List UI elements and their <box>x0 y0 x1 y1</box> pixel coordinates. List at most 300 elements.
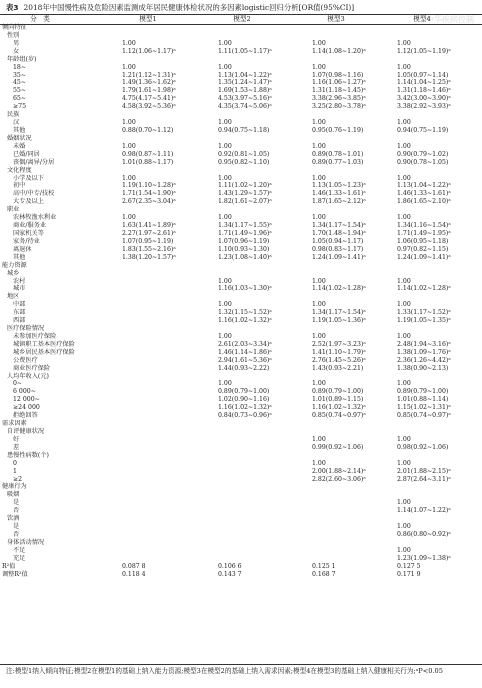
row-label: 女 <box>13 47 20 55</box>
row-label: 丧偶/离异/分居 <box>13 158 55 166</box>
model-2-value: 1.10(0.93~1.30) <box>218 245 270 253</box>
model-3-value: 0.85(0.74~0.97)ᵃ <box>312 412 366 420</box>
table-row <box>0 499 482 507</box>
model-2-value: 1.11(1.05~1.17)ᵃ <box>218 47 272 55</box>
table-row <box>0 72 482 80</box>
model-3-value: 0.95(0.76~1.19) <box>312 126 364 134</box>
row-label: 自评健康状况 <box>7 428 45 436</box>
row-label: 患慢性病数(个) <box>7 451 49 459</box>
model-3-value: 1.05(0.94~1.17) <box>312 237 364 245</box>
model-3-value: 2.82(2.60~3.06)ᵃ <box>312 475 366 483</box>
row-label: R²值 <box>2 562 16 570</box>
model-2-value: 0.84(0.73~0.96)ᵃ <box>218 412 272 420</box>
model-4-value: 1.00 <box>397 277 411 285</box>
table-row <box>0 531 482 539</box>
row-label: 1 <box>13 467 17 475</box>
model-4-value: 1.12(1.05~1.19)ᵃ <box>397 47 451 55</box>
model-4-value: 1.33(1.17~1.52)ᵃ <box>397 309 451 317</box>
table-row <box>0 40 482 48</box>
model-4-value: 1.15(1.02~1.31)ᵃ <box>397 404 451 412</box>
table-row <box>0 412 482 420</box>
model-4-value: 0.94(0.75~1.19) <box>397 126 449 134</box>
table-row <box>0 95 482 103</box>
table-row <box>0 468 482 476</box>
model-4-value: 1.00 <box>397 142 411 150</box>
model-3-value: 1.00 <box>312 63 326 71</box>
model-4-value: 1.00 <box>397 119 411 127</box>
table-row <box>0 127 482 135</box>
table-row <box>0 119 482 127</box>
model-3-value: 1.70(1.48~1.94)ᵃ <box>312 229 366 237</box>
table-row <box>0 143 482 151</box>
table-row <box>0 333 482 341</box>
model-1-value: 1.49(1.36~1.62)ᵃ <box>122 79 176 87</box>
model-4-value: 1.19(1.05~1.35)ᵃ <box>397 317 451 325</box>
model-2-value: 1.34(1.17~1.55)ᵃ <box>218 222 272 230</box>
model-1-value: 1.12(1.06~1.17)ᵃ <box>122 47 176 55</box>
model-4-value: 3.38(2.92~3.93)ᵃ <box>397 103 451 111</box>
row-label: 不足 <box>13 546 26 554</box>
table-row <box>0 230 482 238</box>
table-row <box>0 293 482 301</box>
model-4-value: 1.00 <box>397 546 411 554</box>
model-4-value: 1.46(1.33~1.61)ᵃ <box>397 190 451 198</box>
model-2-value: 1.00 <box>218 39 232 47</box>
model-1-value: 1.19(1.10~1.28)ᵃ <box>122 182 176 190</box>
row-label: 好 <box>13 435 20 443</box>
row-label: 18~ <box>13 63 27 71</box>
table-header-row <box>0 15 482 24</box>
row-label: 民族 <box>7 111 20 119</box>
table-row <box>0 151 482 159</box>
row-label: 小学及以下 <box>13 174 44 182</box>
row-label: 医疗保险情况 <box>7 325 45 333</box>
table-row <box>0 64 482 72</box>
table-row <box>0 357 482 365</box>
table-row <box>0 309 482 317</box>
table-row <box>0 111 482 119</box>
model-3-value: 1.00 <box>312 459 326 467</box>
row-label: 人均年收入(元) <box>7 372 49 380</box>
table-row <box>0 476 482 484</box>
table-footnote: 注:模型1纳入倾向特征;模型2在模型1的基础上纳入能力资源;模型3在模型2的基础上纳入需求因素;模型4在模型3的基础上纳入健康相关行为;ᵃP<0.05 <box>6 667 443 675</box>
table-row <box>0 317 482 325</box>
model-4-value: 0.171 9 <box>397 570 421 578</box>
model-4-value: 1.24(1.09~1.41)ᵃ <box>397 253 451 261</box>
model-4-value: 2.01(1.88~2.15)ᵃ <box>397 467 451 475</box>
model-3-value: 1.01(0.89~1.15) <box>312 396 364 404</box>
row-label: 35~ <box>13 71 27 79</box>
model-3-value: 0.168 7 <box>312 570 336 578</box>
model-4-value: 0.90(0.79~1.02) <box>397 150 449 158</box>
model-2-value: 2.94(1.61~5.36)ᵃ <box>218 356 272 364</box>
table-row <box>0 270 482 278</box>
table-row <box>0 539 482 547</box>
row-label: 0~ <box>13 380 23 388</box>
model-3-value: 1.43(0.93~2.21) <box>312 364 364 372</box>
model-2-value: 1.00 <box>218 174 232 182</box>
row-label: 离退休 <box>13 245 32 253</box>
regression-table <box>0 15 482 579</box>
model-1-value: 1.00 <box>122 174 136 182</box>
table-row <box>0 285 482 293</box>
table-title: 2018年中国慢性病及危险因素监测成年居民健康体检状况的多因素logistic回归分析[OR值(95%CI)] <box>23 3 355 12</box>
model-2-value: 1.71(1.49~1.96)ᵃ <box>218 229 272 237</box>
row-label: 调整R²值 <box>2 570 28 578</box>
model-2-value: 1.02(0.90~1.16) <box>218 396 270 404</box>
row-label: 农村 <box>13 277 26 285</box>
row-label: 国家机关等 <box>13 229 44 237</box>
table-row <box>0 182 482 190</box>
model-3-value: 1.41(1.10~1.79)ᵃ <box>312 348 366 356</box>
row-label: 身体活动情况 <box>7 538 45 546</box>
model-1-value: 1.00 <box>122 63 136 71</box>
table-row <box>0 79 482 87</box>
row-label: 农林牧渔水利业 <box>13 214 57 222</box>
header-model-1: 模型1 <box>139 15 157 23</box>
row-label: 职业 <box>7 206 20 214</box>
model-1-value: 4.75(4.17~5.41)ᵃ <box>122 95 176 103</box>
row-label: 55~ <box>13 87 27 95</box>
table-row <box>0 547 482 555</box>
row-label: 差 <box>13 443 20 451</box>
model-2-value: 4.53(3.97~5.16)ᵃ <box>218 95 272 103</box>
model-4-value: 1.38(1.09~1.76)ᵃ <box>397 348 451 356</box>
row-label: 城乡 <box>7 269 20 277</box>
model-4-value: 1.00 <box>397 332 411 340</box>
model-3-value: 1.00 <box>312 380 326 388</box>
model-2-value: 0.143 7 <box>218 570 242 578</box>
row-label: 65~ <box>13 95 27 103</box>
model-4-value: 0.98(0.92~1.06) <box>397 443 449 451</box>
table-row <box>0 48 482 56</box>
model-2-value: 0.95(0.82~1.10) <box>218 158 270 166</box>
model-4-value: 2.48(1.94~3.16)ᵃ <box>397 340 451 348</box>
row-label: 东部 <box>13 309 26 317</box>
model-1-value: 0.88(0.70~1.12) <box>122 126 174 134</box>
model-2-value: 1.35(1.24~1.47)ᵃ <box>218 79 272 87</box>
model-4-value: 1.00 <box>397 380 411 388</box>
model-2-value: 0.92(0.81~1.05) <box>218 150 270 158</box>
table-row <box>0 444 482 452</box>
table-row <box>0 278 482 286</box>
table-row <box>0 159 482 167</box>
model-2-value: 1.44(0.93~2.22) <box>218 364 270 372</box>
table-row <box>0 222 482 230</box>
table-row <box>0 246 482 254</box>
row-label: 未参加医疗保险 <box>13 332 57 340</box>
model-3-value: 1.87(1.65~2.12)ᵃ <box>312 198 366 206</box>
row-label: 否 <box>13 531 20 538</box>
model-1-value: 1.38(1.20~1.57)ᵃ <box>122 253 176 261</box>
model-3-value: 0.99(0.92~1.06) <box>312 443 364 451</box>
table-row <box>0 254 482 262</box>
row-label: 高中/中专/技校 <box>13 190 55 198</box>
row-label: 饮酒 <box>7 515 20 523</box>
model-4-value: 1.05(0.97~1.14) <box>397 71 449 79</box>
model-4-value: 3.42(3.00~3.90)ᵃ <box>397 95 451 103</box>
table-row <box>0 301 482 309</box>
model-4-value: 0.89(0.79~1.00) <box>397 388 449 396</box>
model-3-value: 1.00 <box>312 435 326 443</box>
model-2-value: 0.89(0.79~1.00) <box>218 388 270 396</box>
model-1-value: 1.00 <box>122 39 136 47</box>
model-3-value: 1.34(1.17~1.54)ᵃ <box>312 309 366 317</box>
row-label: 大专及以上 <box>13 198 44 206</box>
row-label: 未婚 <box>13 142 26 150</box>
model-4-value: 1.13(1.04~1.22)ᵃ <box>397 182 451 190</box>
table-row <box>0 341 482 349</box>
model-1-value: 0.118 4 <box>122 570 146 578</box>
model-3-value: 2.00(1.88~2.14)ᵃ <box>312 467 366 475</box>
model-1-value: 2.27(1.97~2.61)ᵃ <box>122 229 176 237</box>
table-row <box>0 571 482 579</box>
model-1-value: 1.71(1.54~1.90)ᵃ <box>122 190 176 198</box>
table-row <box>0 103 482 111</box>
model-4-value: 0.97(0.82~1.15) <box>397 245 449 253</box>
row-label: 其他 <box>13 126 26 134</box>
model-2-value: 1.43(1.29~1.57)ᵃ <box>218 190 272 198</box>
model-2-value: 1.11(1.02~1.20)ᵃ <box>218 182 272 190</box>
header-model-3: 模型3 <box>327 15 345 23</box>
row-label: 家务/待业 <box>13 237 40 245</box>
model-1-value: 4.58(3.92~5.36)ᵃ <box>122 103 176 111</box>
table-row <box>0 190 482 198</box>
table-caption <box>6 3 476 13</box>
model-4-value: 1.86(1.65~2.10)ᵃ <box>397 198 451 206</box>
row-label: 吸烟 <box>7 491 20 499</box>
model-4-value: 1.00 <box>397 459 411 467</box>
table-row <box>0 523 482 531</box>
table-row <box>0 436 482 444</box>
model-2-value: 1.13(1.04~1.22)ᵃ <box>218 71 272 79</box>
table-row <box>0 238 482 246</box>
table-row <box>0 373 482 381</box>
table-row <box>0 563 482 571</box>
model-2-value: 4.35(3.74~5.06)ᵃ <box>218 103 272 111</box>
table-row <box>0 214 482 222</box>
table-row <box>0 32 482 40</box>
table-row <box>0 325 482 333</box>
table-row <box>0 483 482 491</box>
row-label: 中部 <box>13 301 26 309</box>
model-4-value: 0.85(0.74~0.97)ᵃ <box>397 412 451 420</box>
model-4-value: 1.14(1.02~1.28)ᵃ <box>397 285 451 293</box>
model-4-value: 1.14(1.07~1.22)ᵃ <box>397 507 451 515</box>
model-2-value: 1.23(1.08~1.40)ᵃ <box>218 253 272 261</box>
model-4-value: 2.36(1.26~4.42)ᵃ <box>397 356 451 364</box>
row-label: 12 000~ <box>13 396 40 404</box>
model-3-value: 0.89(0.77~1.03) <box>312 158 364 166</box>
table-row <box>0 420 482 428</box>
model-1-value: 1.01(0.88~1.17) <box>122 158 174 166</box>
model-4-value: 1.14(1.04~1.25)ᵃ <box>397 79 451 87</box>
model-2-value: 1.16(1.02~1.32)ᵃ <box>218 404 272 412</box>
model-2-value: 1.16(1.03~1.30)ᵃ <box>218 285 272 293</box>
model-4-value: 1.06(0.95~1.18) <box>397 237 449 245</box>
row-label: 初中 <box>13 182 26 190</box>
model-2-value: 1.32(1.15~1.52)ᵃ <box>218 309 272 317</box>
model-4-value: 2.87(2.64~3.11)ᵃ <box>397 475 451 483</box>
model-3-value: 3.38(2.96~3.85)ᵃ <box>312 95 366 103</box>
model-3-value: 1.14(1.08~1.20)ᵃ <box>312 47 366 55</box>
table-row <box>0 428 482 436</box>
model-2-value: 1.00 <box>218 119 232 127</box>
model-4-value: 1.00 <box>397 214 411 222</box>
model-2-value: 1.00 <box>218 214 232 222</box>
table-row <box>0 87 482 95</box>
model-4-value: 0.86(0.80~0.92)ᵃ <box>397 531 451 538</box>
model-3-value: 1.07(0.98~1.16) <box>312 71 364 79</box>
table-row <box>0 135 482 143</box>
header-category: 分 类 <box>30 15 50 23</box>
row-label: 汉 <box>13 119 20 127</box>
table-row <box>0 380 482 388</box>
row-label: 是 <box>13 499 20 507</box>
model-1-value: 1.00 <box>122 119 136 127</box>
model-3-value: 1.00 <box>312 39 326 47</box>
row-label: 健康行为 <box>2 483 27 491</box>
model-2-value: 1.00 <box>218 380 232 388</box>
model-3-value: 2.76(1.45~5.26)ᵃ <box>312 356 366 364</box>
row-label: 能力资源 <box>2 261 27 269</box>
model-4-value: 1.71(1.49~1.95)ᵃ <box>397 229 451 237</box>
row-label: 西部 <box>13 317 26 325</box>
row-label: 商业/服务业 <box>13 222 47 230</box>
row-label: 是 <box>13 523 20 531</box>
table-number: 表3 <box>6 3 19 12</box>
model-4-value: 1.00 <box>397 523 411 531</box>
row-label: 城镇职工基本医疗保险 <box>13 340 75 348</box>
model-3-value: 1.00 <box>312 301 326 309</box>
model-3-value: 0.98(0.83~1.17) <box>312 245 364 253</box>
table-row <box>0 349 482 357</box>
table-row <box>0 404 482 412</box>
row-label: ≥75 <box>13 103 27 111</box>
row-label: 6 000~ <box>13 388 36 396</box>
table-row <box>0 167 482 175</box>
row-label: 其他 <box>13 253 26 261</box>
model-1-value: 1.07(0.95~1.19) <box>122 237 174 245</box>
table-body <box>0 24 482 579</box>
model-2-value: 1.00 <box>218 63 232 71</box>
model-3-value: 1.16(1.02~1.32)ᵃ <box>312 404 366 412</box>
header-model-2: 模型2 <box>233 15 251 23</box>
model-1-value: 1.00 <box>122 142 136 150</box>
bottom-rule <box>0 664 482 665</box>
table-row <box>0 555 482 563</box>
row-label: 性别 <box>7 31 20 39</box>
model-4-value: 1.00 <box>397 435 411 443</box>
row-label: 否 <box>13 507 20 515</box>
model-2-value: 1.07(0.96~1.19) <box>218 237 270 245</box>
table-row <box>0 24 482 32</box>
model-3-value: 0.125 1 <box>312 562 336 570</box>
model-4-value: 1.00 <box>397 63 411 71</box>
model-3-value: 3.25(2.80~3.78)ᵃ <box>312 103 366 111</box>
model-2-value: 1.16(1.02~1.32)ᵃ <box>218 317 272 325</box>
model-1-value: 0.98(0.87~1.11) <box>122 150 174 158</box>
table-row <box>0 507 482 515</box>
model-4-value: 1.00 <box>397 301 411 309</box>
row-label: 年龄组(岁) <box>7 55 37 63</box>
model-4-value: 1.34(1.16~1.54)ᵃ <box>397 222 451 230</box>
row-label: ≥24 000 <box>13 404 40 412</box>
row-label: 男 <box>13 39 20 47</box>
model-2-value: 1.46(1.14~1.86)ᵃ <box>218 348 272 356</box>
model-1-value: 1.79(1.61~1.98)ᵃ <box>122 87 176 95</box>
row-label: 商业医疗保险 <box>13 364 51 372</box>
model-4-value: 1.00 <box>397 174 411 182</box>
model-2-value: 1.00 <box>218 332 232 340</box>
model-3-value: 1.00 <box>312 174 326 182</box>
model-4-value: 1.23(1.09~1.38)ᵃ <box>397 554 451 562</box>
table-row <box>0 388 482 396</box>
header-model-4: 模型4 <box>413 15 431 23</box>
model-2-value: 1.00 <box>218 301 232 309</box>
model-3-value: 1.31(1.18~1.45)ᵃ <box>312 87 366 95</box>
model-2-value: 1.69(1.53~1.88)ᵃ <box>218 87 272 95</box>
model-2-value: 0.94(0.75~1.18) <box>218 126 270 134</box>
table-row <box>0 56 482 64</box>
row-label: 地区 <box>7 293 20 301</box>
row-label: 公费医疗 <box>13 356 38 364</box>
row-label: 充足 <box>13 554 26 562</box>
model-2-value: 1.00 <box>218 142 232 150</box>
model-3-value: 1.14(1.02~1.28)ᵃ <box>312 285 366 293</box>
model-4-value: 1.00 <box>397 39 411 47</box>
table-row <box>0 206 482 214</box>
table-row <box>0 262 482 270</box>
model-3-value: 1.34(1.17~1.54)ᵃ <box>312 222 366 230</box>
model-4-value: 0.127 5 <box>397 562 421 570</box>
model-3-value: 1.13(1.05~1.23)ᵃ <box>312 182 366 190</box>
watermark: 中华疾病控制 <box>426 15 474 24</box>
table-row <box>0 175 482 183</box>
row-label: ≥2 <box>13 475 23 483</box>
model-4-value: 1.00 <box>397 499 411 507</box>
model-3-value: 0.89(0.78~1.01) <box>312 150 364 158</box>
model-3-value: 1.00 <box>312 119 326 127</box>
row-label: 需求因素 <box>2 420 27 428</box>
table-row <box>0 198 482 206</box>
model-3-value: 1.00 <box>312 277 326 285</box>
model-3-value: 1.24(1.09~1.41)ᵃ <box>312 253 366 261</box>
model-4-value: 1.38(0.90~2.13) <box>397 364 449 372</box>
model-3-value: 1.19(1.05~1.36)ᵃ <box>312 317 366 325</box>
model-1-value: 2.67(2.35~3.04)ᵃ <box>122 198 176 206</box>
model-2-value: 1.82(1.61~2.07)ᵃ <box>218 198 272 206</box>
table-row <box>0 365 482 373</box>
model-3-value: 1.16(1.06~1.27)ᵃ <box>312 79 366 87</box>
model-3-value: 0.89(0.79~1.00) <box>312 388 364 396</box>
model-1-value: 1.63(1.41~1.89)ᵃ <box>122 222 176 230</box>
table-row <box>0 452 482 460</box>
row-label: 城市 <box>13 285 26 293</box>
row-label: 文化程度 <box>7 166 32 174</box>
model-3-value: 2.52(1.97~3.23)ᵃ <box>312 340 366 348</box>
row-label: 0 <box>13 459 17 467</box>
row-label: 拒绝回答 <box>13 412 38 420</box>
model-3-value: 1.00 <box>312 142 326 150</box>
row-label: 45~ <box>13 79 27 87</box>
model-4-value: 1.31(1.18~1.46)ᵃ <box>397 87 451 95</box>
row-label: 婚姻状况 <box>7 134 32 142</box>
table-row <box>0 515 482 523</box>
table-row <box>0 396 482 404</box>
model-2-value: 2.61(2.03~3.34)ᵃ <box>218 340 272 348</box>
row-label: 已婚/同居 <box>13 150 40 158</box>
